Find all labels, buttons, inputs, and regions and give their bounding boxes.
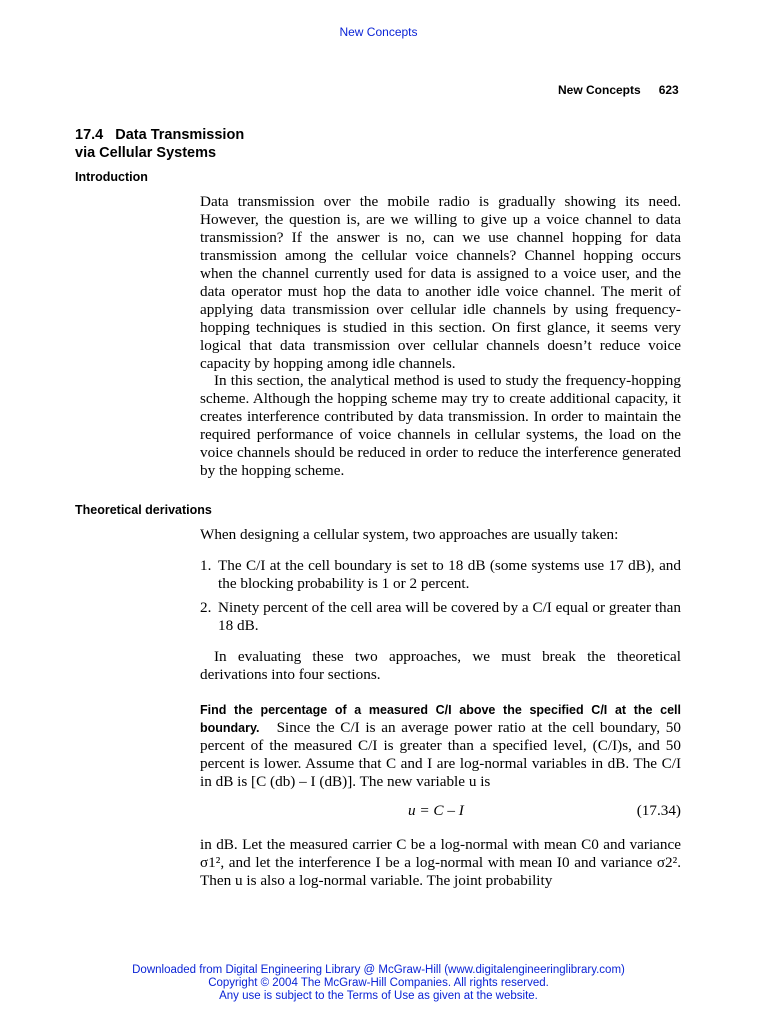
theory-paragraph-1: When designing a cellular system, two approaches are usually taken: <box>200 526 619 543</box>
footer <box>0 964 757 1003</box>
theory-paragraph-2: In evaluating these two approaches, we must break the theoretical derivations into four sections. <box>200 648 681 683</box>
section-title <box>75 126 244 162</box>
running-head <box>558 83 679 97</box>
list-item <box>200 557 681 593</box>
page-number: 623 <box>658 83 679 97</box>
equation <box>200 802 681 822</box>
theory-paragraph-3 <box>200 701 681 791</box>
list-item-number: 2. <box>200 599 212 616</box>
section-title-line2: via Cellular Systems <box>75 145 217 161</box>
footer-line-2: Copyright © 2004 The McGraw-Hill Companies. All rights reserved. <box>208 977 549 989</box>
running-head-title: New Concepts <box>558 83 641 97</box>
list-item-text: Ninety percent of the cell area will be covered by a C/I equal or greater than 18 dB. <box>218 599 681 634</box>
list-item-text: The C/I at the cell boundary is set to 18 dB (some systems use 17 dB), and the blocking probability is 1 or 2 percent. <box>218 557 681 592</box>
introduction-heading: Introduction <box>75 170 148 184</box>
section-number: 17.4 <box>75 127 104 143</box>
equation-text: u = C – I <box>408 802 464 819</box>
theory-paragraph-3-text: Since the C/I is an average power ratio at the cell boundary, 50 percent of the measured C/I is greater than a specified level, (C/I)s, and 50 percent is lower. Assume that C and I are log-normal variables in dB. The C/I in dB is [C (db) – I (dB)]. The new variable u is <box>200 719 681 790</box>
runin-heading: Find the percentage of a measured C/I above the specified C/I at the cell boundary. <box>200 703 681 735</box>
list-item-number: 1. <box>200 557 212 574</box>
chapter-link[interactable] <box>0 25 757 39</box>
list-item <box>200 599 681 635</box>
intro-paragraph-2: In this section, the analytical method is used to study the frequency-hopping scheme. Although the hopping scheme may try to create additional capacity, it creates interference contributed by data transmission. In order to maintain the required performance of voice channels in cellular systems, the load on the voice channels should be reduced in order to reduce the interference generated by the hopping scheme. <box>200 372 681 479</box>
theoretical-heading: Theoretical derivations <box>75 503 212 517</box>
theory-paragraph-4: in dB. Let the measured carrier C be a log-normal with mean C0 and variance σ1², and let the interference I be a log-normal with mean I0 and variance σ2². Then u is also a log-normal variable. The joint probability <box>200 836 681 889</box>
footer-line-3[interactable]: Any use is subject to the Terms of Use as given at the website. <box>219 990 538 1002</box>
intro-paragraph-1: Data transmission over the mobile radio is gradually showing its need. However, the question is, are we willing to give up a voice channel to data transmission? If the answer is no, can we use channel hopping for data transmission among the cellular voice channels? Channel hopping occurs when the channel currently used for data is assigned to a voice user, and the data operator must hop the data to another idle voice channel. The merit of applying data transmission over cellular idle channels by using frequency-hopping techniques is studied in this section. On first glance, it seems very logical that data transmission over cellular channels doesn’t reduce voice capacity by hopping among idle channels. <box>200 193 681 372</box>
chapter-link-text[interactable]: New Concepts <box>339 25 418 39</box>
section-title-line1: Data Transmission <box>115 127 245 143</box>
footer-line-1[interactable]: Downloaded from Digital Engineering Library @ McGraw-Hill (www.digitalengineeringlibrary.com) <box>132 964 625 976</box>
equation-number: (17.34) <box>636 802 681 819</box>
